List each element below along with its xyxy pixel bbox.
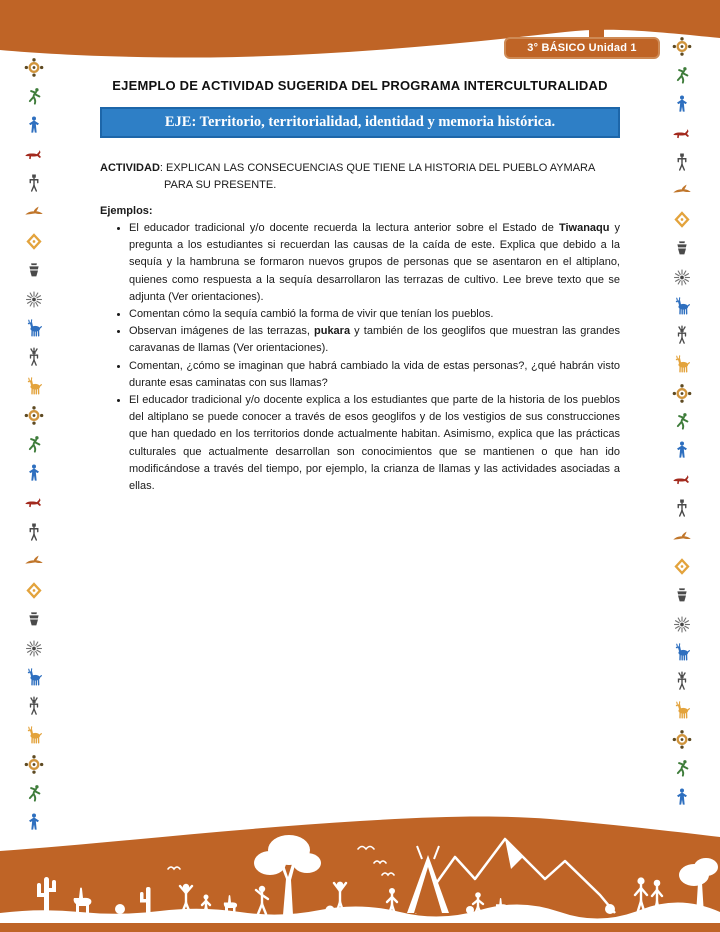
llama-icon [672,354,692,375]
eje-banner-label: EJE: Territorio, territorialidad, identidad y memoria histórica. [164,114,556,130]
llama-with-pack-icon [24,667,44,688]
sun-symbol-icon [24,57,44,78]
shaman-figure-icon [24,696,44,717]
shaman-figure-icon [24,347,44,368]
sun-star-icon [24,289,44,310]
eje-banner [100,107,620,138]
dancing-figure-icon [24,434,44,455]
shaman-figure-icon [672,671,692,692]
standing-figure-icon [672,440,692,461]
condor-icon [672,180,692,201]
standing-figure-icon [672,94,692,115]
bullet-item: • Observan imágenes de las terrazas, pukara y también de los geoglifos que muestran las grandes caravanas de llamas (Ver orientaciones). [129,323,620,357]
warrior-figure-icon [24,173,44,194]
sun-star-icon [672,614,692,635]
sun-symbol-icon [24,754,44,775]
dancing-figure-icon [672,758,692,779]
fox-icon [24,144,44,165]
activity-label: ACTIVIDAD [100,162,160,174]
standing-figure-icon [24,115,44,136]
unit-badge-label: 3° BÁSICO Unidad 1 [527,42,637,54]
fox-icon [672,123,692,144]
fox-icon [672,469,692,490]
condor-icon [24,551,44,572]
page-title: EJEMPLO DE ACTIVIDAD SUGERIDA DEL PROGRAMA INTERCULTURALIDAD [112,78,608,93]
warrior-figure-icon [672,498,692,519]
condor-icon [24,202,44,223]
warrior-figure-icon [672,152,692,173]
examples-heading: Ejemplos: [100,205,153,217]
document-body [100,78,620,495]
bullet-item: • Comentan cómo la sequía cambió la forma de vivir que tenían los pueblos. [129,306,620,323]
diamond-icon [24,231,44,252]
llama-icon [24,376,44,397]
pottery-icon [24,260,44,281]
sun-symbol-icon [672,729,692,750]
diamond-icon [672,556,692,577]
activity-statement [100,160,620,193]
fox-icon [24,492,44,513]
dancing-figure-icon [24,783,44,804]
bullet-item: • El educador tradicional y/o docente recuerda la lectura anterior sobre el Estado de Tiwanaqu y pregunta a los estudiantes si recuerdan las causas de la caída de este. Explica que debido a la sequía y la hambruna se formaron nuevos grupos de personas que se asentaron en el altiplano, quienes como respuesta a la sequía desarrollaron las terrazas de cultivo. Lee breve texto que se adjunta (Ver orientaciones). [129,220,620,306]
diamond-icon [24,580,44,601]
bullet-item: • Comentan, ¿cómo se imaginan que habrá cambiado la vida de estas personas?, ¿qué habrán visto durante esas caminatas con sus llamas? [129,358,620,392]
dancing-figure-icon [672,411,692,432]
standing-figure-icon [672,787,692,808]
sun-symbol-icon [24,405,44,426]
pottery-icon [672,238,692,259]
warrior-figure-icon [24,522,44,543]
footer-landscape [0,817,720,932]
dancing-figure-icon [24,86,44,107]
llama-icon [672,700,692,721]
shaman-figure-icon [672,325,692,346]
right-icon-border [665,36,699,808]
unit-badge [504,37,660,59]
standing-figure-icon [24,463,44,484]
sun-star-icon [672,267,692,288]
llama-with-pack-icon [672,642,692,663]
pottery-icon [672,585,692,606]
sun-star-icon [24,638,44,659]
sun-symbol-icon [672,383,692,404]
llama-icon [24,725,44,746]
llama-with-pack-icon [24,318,44,339]
bullet-item: • El educador tradicional y/o docente explica a los estudiantes que parte de la historia de los pueblos del altiplano se puede conocer a través de esos geoglifos y de los vestigios de sus construcciones que han quedado en los territorios donde actualmente habitan. Asimismo, explica que las prácticas culturales que actualmente desarrollan son conocimientos que se mantienen o que han ido modificándose a través del tiempo, por ejemplo, la crianza de llamas y las actividades asociadas a ellas. [129,392,620,495]
pottery-icon [24,609,44,630]
condor-icon [672,527,692,548]
diamond-icon [672,209,692,230]
dancing-figure-icon [672,65,692,86]
activity-text: : EXPLICAN LAS CONSECUENCIAS QUE TIENE LA HISTORIA DEL PUEBLO AYMARA PARA SU PRESENTE. [159,162,595,191]
left-icon-border [17,57,51,833]
examples-list [100,220,620,495]
llama-with-pack-icon [672,296,692,317]
